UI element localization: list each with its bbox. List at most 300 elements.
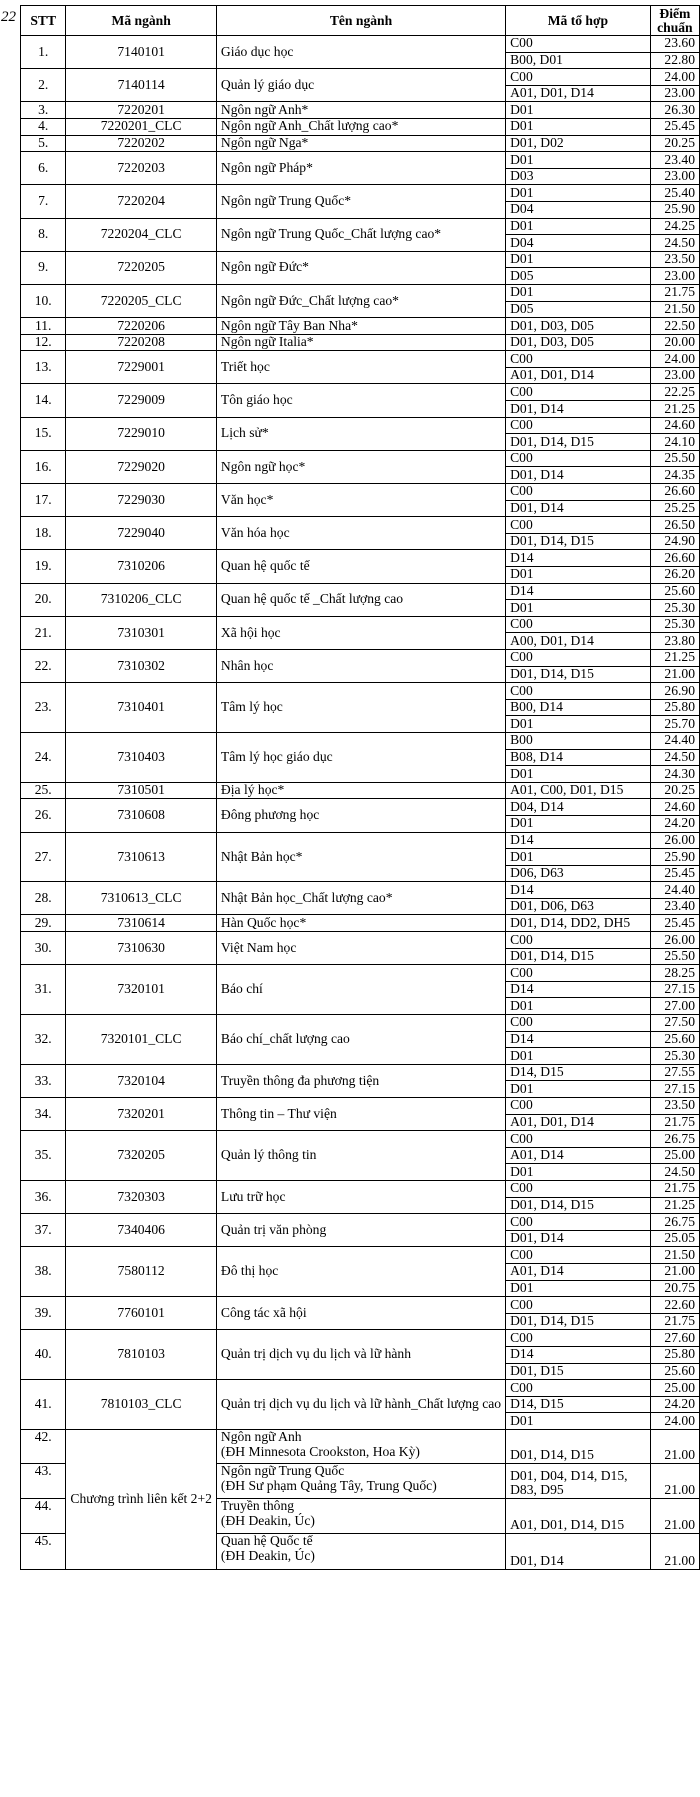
row-combination: A01, D14 <box>506 1263 651 1280</box>
row-score: 24.20 <box>650 1396 699 1413</box>
row-major-code: 7220204_CLC <box>66 218 217 251</box>
row-score: 26.30 <box>650 102 699 119</box>
table-row <box>21 1180 700 1197</box>
row-score: 26.50 <box>650 517 699 534</box>
row-stt: 5. <box>21 135 66 152</box>
row-score: 27.50 <box>650 1015 699 1032</box>
row-major-code: 7310206_CLC <box>66 583 217 616</box>
row-combination: D14 <box>506 1031 651 1048</box>
header-row <box>21 6 700 36</box>
row-score: 23.00 <box>650 85 699 102</box>
row-score: 25.00 <box>650 1380 699 1397</box>
header-stt: STT <box>21 6 66 36</box>
row-score: 25.05 <box>650 1230 699 1247</box>
row-combination: D14 <box>506 1346 651 1363</box>
row-major-name: Công tác xã hội <box>216 1297 505 1330</box>
row-stt: 33. <box>21 1064 66 1097</box>
row-major-code: 7310301 <box>66 616 217 649</box>
row-score: 21.00 <box>650 1533 699 1569</box>
row-combination: D01, D15 <box>506 1363 651 1380</box>
row-stt: 2. <box>21 69 66 102</box>
table-row <box>21 152 700 169</box>
row-stt: 15. <box>21 417 66 450</box>
row-stt: 12. <box>21 334 66 351</box>
row-combination: D01 <box>506 766 651 783</box>
row-major-code: 7310613 <box>66 832 217 882</box>
row-combination: C00 <box>506 616 651 633</box>
row-major-code: 7320303 <box>66 1180 217 1213</box>
table-row <box>21 36 700 53</box>
row-major-name: Ngôn ngữ Anh_Chất lượng cao* <box>216 118 505 135</box>
row-combination: D01, D14, D15 <box>506 1197 651 1214</box>
row-stt: 21. <box>21 616 66 649</box>
header-score-line1: Điểm <box>659 5 691 21</box>
row-major-name: Tôn giáo học <box>216 384 505 417</box>
row-combination: C00 <box>506 1180 651 1197</box>
row-score: 24.90 <box>650 533 699 550</box>
row-major-code: 7140101 <box>66 36 217 69</box>
row-score: 26.20 <box>650 567 699 584</box>
row-major-name: Ngôn ngữ Anh (ĐH Minnesota Crookston, Hoa Kỳ) <box>216 1429 505 1463</box>
row-major-code: 7310630 <box>66 932 217 965</box>
row-score: 26.60 <box>650 484 699 501</box>
row-score: 22.80 <box>650 52 699 69</box>
row-combination: D01, D14, D15 <box>506 533 651 550</box>
row-stt: 3. <box>21 102 66 119</box>
row-major-name: Ngôn ngữ Trung Quốc (ĐH Sư phạm Quảng Tây, Trung Quốc) <box>216 1463 505 1498</box>
row-combination: C00 <box>506 484 651 501</box>
row-stt: 43. <box>21 1463 66 1498</box>
row-combination: D01 <box>506 716 651 733</box>
row-combination: D14 <box>506 882 651 899</box>
header-score-line2: chuẩn <box>657 19 693 35</box>
row-combination: C00 <box>506 450 651 467</box>
row-stt: 31. <box>21 965 66 1015</box>
row-combination: D01 <box>506 218 651 235</box>
row-combination: D05 <box>506 301 651 318</box>
row-score: 26.00 <box>650 932 699 949</box>
row-combination: D01 <box>506 185 651 202</box>
row-major-code: 7220205_CLC <box>66 284 217 317</box>
row-score: 21.25 <box>650 401 699 418</box>
row-score: 22.60 <box>650 1297 699 1314</box>
row-combination: D01 <box>506 815 651 832</box>
row-major-name: Ngôn ngữ Đức* <box>216 251 505 284</box>
header-combination: Mã tổ hợp <box>506 6 651 36</box>
row-score: 23.80 <box>650 633 699 650</box>
row-combination: C00 <box>506 517 651 534</box>
row-major-name: Văn học* <box>216 484 505 517</box>
row-combination: D05 <box>506 268 651 285</box>
table-row <box>21 550 700 567</box>
row-stt: 22. <box>21 649 66 682</box>
row-stt: 38. <box>21 1247 66 1297</box>
row-combination: D14, D15 <box>506 1396 651 1413</box>
row-score: 24.50 <box>650 1164 699 1181</box>
row-combination: C00 <box>506 36 651 53</box>
row-score: 23.50 <box>650 1098 699 1115</box>
row-major-code: 7310614 <box>66 915 217 932</box>
row-combination: C00 <box>506 69 651 86</box>
row-score: 25.80 <box>650 699 699 716</box>
row-stt: 16. <box>21 450 66 483</box>
row-major-code: 7229020 <box>66 450 217 483</box>
row-score: 20.75 <box>650 1280 699 1297</box>
row-major-name: Ngôn ngữ Anh* <box>216 102 505 119</box>
row-major-code: 7310613_CLC <box>66 882 217 915</box>
row-major-name: Báo chí <box>216 965 505 1015</box>
row-combination: D01 <box>506 849 651 866</box>
row-stt: 10. <box>21 284 66 317</box>
row-major-name: Ngôn ngữ Trung Quốc* <box>216 185 505 218</box>
row-major-code: 7220201_CLC <box>66 118 217 135</box>
row-major-code: 7320101_CLC <box>66 1015 217 1065</box>
row-score: 24.20 <box>650 815 699 832</box>
row-combination: C00 <box>506 1330 651 1347</box>
row-major-name: Lưu trữ học <box>216 1180 505 1213</box>
row-score: 26.60 <box>650 550 699 567</box>
row-combination: B08, D14 <box>506 749 651 766</box>
row-combination: D01 <box>506 284 651 301</box>
row-major-name: Báo chí_chất lượng cao <box>216 1015 505 1065</box>
row-major-name: Xã hội học <box>216 616 505 649</box>
row-major-code: 7220203 <box>66 152 217 185</box>
row-major-code: 7320205 <box>66 1131 217 1181</box>
table-row <box>21 882 700 899</box>
row-score: 27.55 <box>650 1064 699 1081</box>
row-major-name: Nhân học <box>216 649 505 682</box>
row-combination: A01, D01, D14, D15 <box>506 1498 651 1533</box>
table-row <box>21 102 700 119</box>
row-score: 25.80 <box>650 1346 699 1363</box>
row-score: 26.90 <box>650 683 699 700</box>
table-row <box>21 118 700 135</box>
row-stt: 14. <box>21 384 66 417</box>
row-major-code: 7229009 <box>66 384 217 417</box>
row-major-name: Quan hệ quốc tế <box>216 550 505 583</box>
row-combination: C00 <box>506 932 651 949</box>
row-major-code: 7220201 <box>66 102 217 119</box>
row-major-code: 7320104 <box>66 1064 217 1097</box>
table-row <box>21 334 700 351</box>
row-score: 21.50 <box>650 1247 699 1264</box>
row-major-name: Ngôn ngữ Tây Ban Nha* <box>216 318 505 335</box>
row-combination: D14, D15 <box>506 1064 651 1081</box>
table-row <box>21 932 700 949</box>
row-major-name: Ngôn ngữ Trung Quốc_Chất lượng cao* <box>216 218 505 251</box>
row-combination: D01, D14, D15 <box>506 434 651 451</box>
row-major-name: Truyền thông (ĐH Deakin, Úc) <box>216 1498 505 1533</box>
row-stt: 13. <box>21 351 66 384</box>
row-stt: 20. <box>21 583 66 616</box>
table-row <box>21 683 700 700</box>
row-stt: 29. <box>21 915 66 932</box>
row-major-name: Tâm lý học <box>216 683 505 733</box>
row-major-name: Truyền thông đa phương tiện <box>216 1064 505 1097</box>
row-combination: C00 <box>506 1131 651 1148</box>
row-score: 24.00 <box>650 351 699 368</box>
row-major-code: 7229040 <box>66 517 217 550</box>
row-combination: D01, D03, D05 <box>506 334 651 351</box>
row-score: 21.75 <box>650 1180 699 1197</box>
table-row <box>21 1098 700 1115</box>
row-major-code: 7340406 <box>66 1214 217 1247</box>
row-stt: 7. <box>21 185 66 218</box>
row-combination: D03 <box>506 168 651 185</box>
row-combination: B00, D14 <box>506 699 651 716</box>
row-combination: B00 <box>506 732 651 749</box>
row-score: 23.40 <box>650 152 699 169</box>
row-stt: 11. <box>21 318 66 335</box>
row-combination: A01, D01, D14 <box>506 1114 651 1131</box>
table-body <box>21 36 700 1570</box>
row-score: 23.00 <box>650 168 699 185</box>
row-combination: D01 <box>506 1280 651 1297</box>
row-combination: D01, D14, D15 <box>506 666 651 683</box>
row-major-name: Quản trị dịch vụ du lịch và lữ hành <box>216 1330 505 1380</box>
row-score: 26.00 <box>650 832 699 849</box>
row-score: 24.60 <box>650 417 699 434</box>
row-score: 21.75 <box>650 1313 699 1330</box>
row-stt: 23. <box>21 683 66 733</box>
row-score: 22.25 <box>650 384 699 401</box>
row-combination: D14 <box>506 832 651 849</box>
row-stt: 17. <box>21 484 66 517</box>
row-stt: 27. <box>21 832 66 882</box>
row-major-code: 7229010 <box>66 417 217 450</box>
row-score: 25.50 <box>650 948 699 965</box>
row-score: 25.50 <box>650 450 699 467</box>
table-row <box>21 782 700 799</box>
row-score: 25.60 <box>650 1031 699 1048</box>
row-major-code: 7760101 <box>66 1297 217 1330</box>
row-score: 21.00 <box>650 1463 699 1498</box>
row-stt: 42. <box>21 1429 66 1463</box>
row-stt: 39. <box>21 1297 66 1330</box>
row-score: 21.25 <box>650 1197 699 1214</box>
row-major-name: Địa lý học* <box>216 782 505 799</box>
row-score: 24.50 <box>650 749 699 766</box>
header-major-code: Mã ngành <box>66 6 217 36</box>
row-stt: 41. <box>21 1380 66 1430</box>
row-major-code: 7220206 <box>66 318 217 335</box>
row-score: 27.00 <box>650 998 699 1015</box>
row-major-code: 7320101 <box>66 965 217 1015</box>
row-major-name: Đô thị học <box>216 1247 505 1297</box>
row-major-name: Quản trị dịch vụ du lịch và lữ hành_Chất lượng cao <box>216 1380 505 1430</box>
row-combination: C00 <box>506 1247 651 1264</box>
row-major-name: Quản lý giáo dục <box>216 69 505 102</box>
table-row <box>21 649 700 666</box>
row-combination: C00 <box>506 1098 651 1115</box>
row-score: 25.30 <box>650 600 699 617</box>
row-stt: 9. <box>21 251 66 284</box>
row-score: 26.75 <box>650 1214 699 1231</box>
row-combination: D06, D63 <box>506 865 651 882</box>
row-score: 24.40 <box>650 882 699 899</box>
row-score: 24.30 <box>650 766 699 783</box>
row-stt: 1. <box>21 36 66 69</box>
row-score: 21.00 <box>650 1429 699 1463</box>
row-combination: D01 <box>506 102 651 119</box>
row-major-name: Giáo dục học <box>216 36 505 69</box>
admission-score-table <box>20 5 700 1570</box>
table-row <box>21 832 700 849</box>
table-row <box>21 965 700 982</box>
row-major-code: 7310206 <box>66 550 217 583</box>
table-row <box>21 1131 700 1148</box>
row-score: 26.75 <box>650 1131 699 1148</box>
row-score: 21.25 <box>650 649 699 666</box>
row-combination: D04 <box>506 235 651 252</box>
row-combination: C00 <box>506 351 651 368</box>
row-score: 25.45 <box>650 118 699 135</box>
row-score: 21.00 <box>650 1263 699 1280</box>
row-score: 23.40 <box>650 898 699 915</box>
row-combination: A01, D14 <box>506 1147 651 1164</box>
table-row <box>21 318 700 335</box>
row-combination: D01, D14 <box>506 500 651 517</box>
row-stt: 32. <box>21 1015 66 1065</box>
row-combination: D01 <box>506 600 651 617</box>
table-row <box>21 517 700 534</box>
row-score: 24.10 <box>650 434 699 451</box>
table-row <box>21 799 700 816</box>
row-major-name: Quản trị văn phòng <box>216 1214 505 1247</box>
row-score: 21.75 <box>650 1114 699 1131</box>
row-major-code: 7220208 <box>66 334 217 351</box>
row-score: 27.15 <box>650 1081 699 1098</box>
row-major-name: Triết học <box>216 351 505 384</box>
row-combination: D01, D04, D14, D15, D83, D95 <box>506 1463 651 1498</box>
row-combination: D01 <box>506 567 651 584</box>
row-major-name: Quản lý thông tin <box>216 1131 505 1181</box>
row-major-name: Hàn Quốc học* <box>216 915 505 932</box>
row-major-code: 7229001 <box>66 351 217 384</box>
table-row <box>21 69 700 86</box>
row-score: 25.45 <box>650 915 699 932</box>
row-stt: 24. <box>21 732 66 782</box>
row-combination: A00, D01, D14 <box>506 633 651 650</box>
row-score: 23.50 <box>650 251 699 268</box>
table-row <box>21 450 700 467</box>
row-combination: D01 <box>506 1081 651 1098</box>
row-score: 23.60 <box>650 36 699 53</box>
table-row <box>21 218 700 235</box>
table-row <box>21 1380 700 1397</box>
table-row <box>21 135 700 152</box>
row-stt: 4. <box>21 118 66 135</box>
row-major-code: 7310403 <box>66 732 217 782</box>
table-row <box>21 351 700 368</box>
row-combination: D01, D03, D05 <box>506 318 651 335</box>
row-combination: C00 <box>506 1214 651 1231</box>
row-major-name: Quan hệ quốc tế _Chất lượng cao <box>216 583 505 616</box>
row-combination: D04, D14 <box>506 799 651 816</box>
table-row <box>21 583 700 600</box>
row-major-name: Đông phương học <box>216 799 505 832</box>
row-score: 25.90 <box>650 849 699 866</box>
row-combination: D04 <box>506 201 651 218</box>
row-stt: 8. <box>21 218 66 251</box>
table-row <box>21 1015 700 1032</box>
row-score: 25.30 <box>650 1048 699 1065</box>
row-major-code: 7310608 <box>66 799 217 832</box>
table-row <box>21 1214 700 1231</box>
row-combination: D14 <box>506 550 651 567</box>
row-combination: A01, D01, D14 <box>506 367 651 384</box>
row-score: 27.60 <box>650 1330 699 1347</box>
row-major-code: 7310501 <box>66 782 217 799</box>
row-major-name: Lịch sử* <box>216 417 505 450</box>
row-stt: 26. <box>21 799 66 832</box>
header-major-name: Tên ngành <box>216 6 505 36</box>
row-score: 25.45 <box>650 865 699 882</box>
row-score: 21.00 <box>650 1498 699 1533</box>
row-major-code: 7229030 <box>66 484 217 517</box>
row-combination: D01 <box>506 1048 651 1065</box>
row-major-name: Ngôn ngữ Đức_Chất lượng cao* <box>216 284 505 317</box>
row-combination: C00 <box>506 1297 651 1314</box>
row-score: 23.00 <box>650 367 699 384</box>
row-score: 24.00 <box>650 69 699 86</box>
row-combination: A01, C00, D01, D15 <box>506 782 651 799</box>
row-combination: D01, D14, DD2, DH5 <box>506 915 651 932</box>
row-combination: D01, D14, D15 <box>506 948 651 965</box>
row-combination: C00 <box>506 417 651 434</box>
row-major-code: 7220205 <box>66 251 217 284</box>
row-combination: D01, D14 <box>506 467 651 484</box>
row-score: 28.25 <box>650 965 699 982</box>
row-combination: C00 <box>506 384 651 401</box>
row-major-name: Ngôn ngữ Nga* <box>216 135 505 152</box>
row-stt: 18. <box>21 517 66 550</box>
row-major-name: Tâm lý học giáo dục <box>216 732 505 782</box>
row-major-code: 7810103 <box>66 1330 217 1380</box>
table-row <box>21 417 700 434</box>
row-combination: C00 <box>506 1380 651 1397</box>
header-score <box>650 6 699 36</box>
table-row <box>21 484 700 501</box>
row-stt: 6. <box>21 152 66 185</box>
table-row <box>21 251 700 268</box>
row-major-name: Quan hệ Quốc tế (ĐH Deakin, Úc) <box>216 1533 505 1569</box>
row-combination: D01 <box>506 998 651 1015</box>
row-stt: 45. <box>21 1533 66 1569</box>
row-stt: 40. <box>21 1330 66 1380</box>
row-stt: 30. <box>21 932 66 965</box>
table-row <box>21 1247 700 1264</box>
row-score: 27.15 <box>650 981 699 998</box>
row-major-name: Thông tin – Thư viện <box>216 1098 505 1131</box>
row-major-code: 7140114 <box>66 69 217 102</box>
row-score: 25.00 <box>650 1147 699 1164</box>
row-major-code: 7310302 <box>66 649 217 682</box>
row-score: 25.25 <box>650 500 699 517</box>
row-score: 24.00 <box>650 1413 699 1430</box>
table-row <box>21 185 700 202</box>
page-number: 22 <box>1 9 16 25</box>
row-major-name: Ngôn ngữ Italia* <box>216 334 505 351</box>
table-row <box>21 384 700 401</box>
row-combination: C00 <box>506 649 651 666</box>
row-combination: D01, D02 <box>506 135 651 152</box>
row-combination: C00 <box>506 683 651 700</box>
row-score: 25.60 <box>650 583 699 600</box>
row-stt: 35. <box>21 1131 66 1181</box>
row-major-name: Văn hóa học <box>216 517 505 550</box>
row-major-name: Nhật Bản học* <box>216 832 505 882</box>
